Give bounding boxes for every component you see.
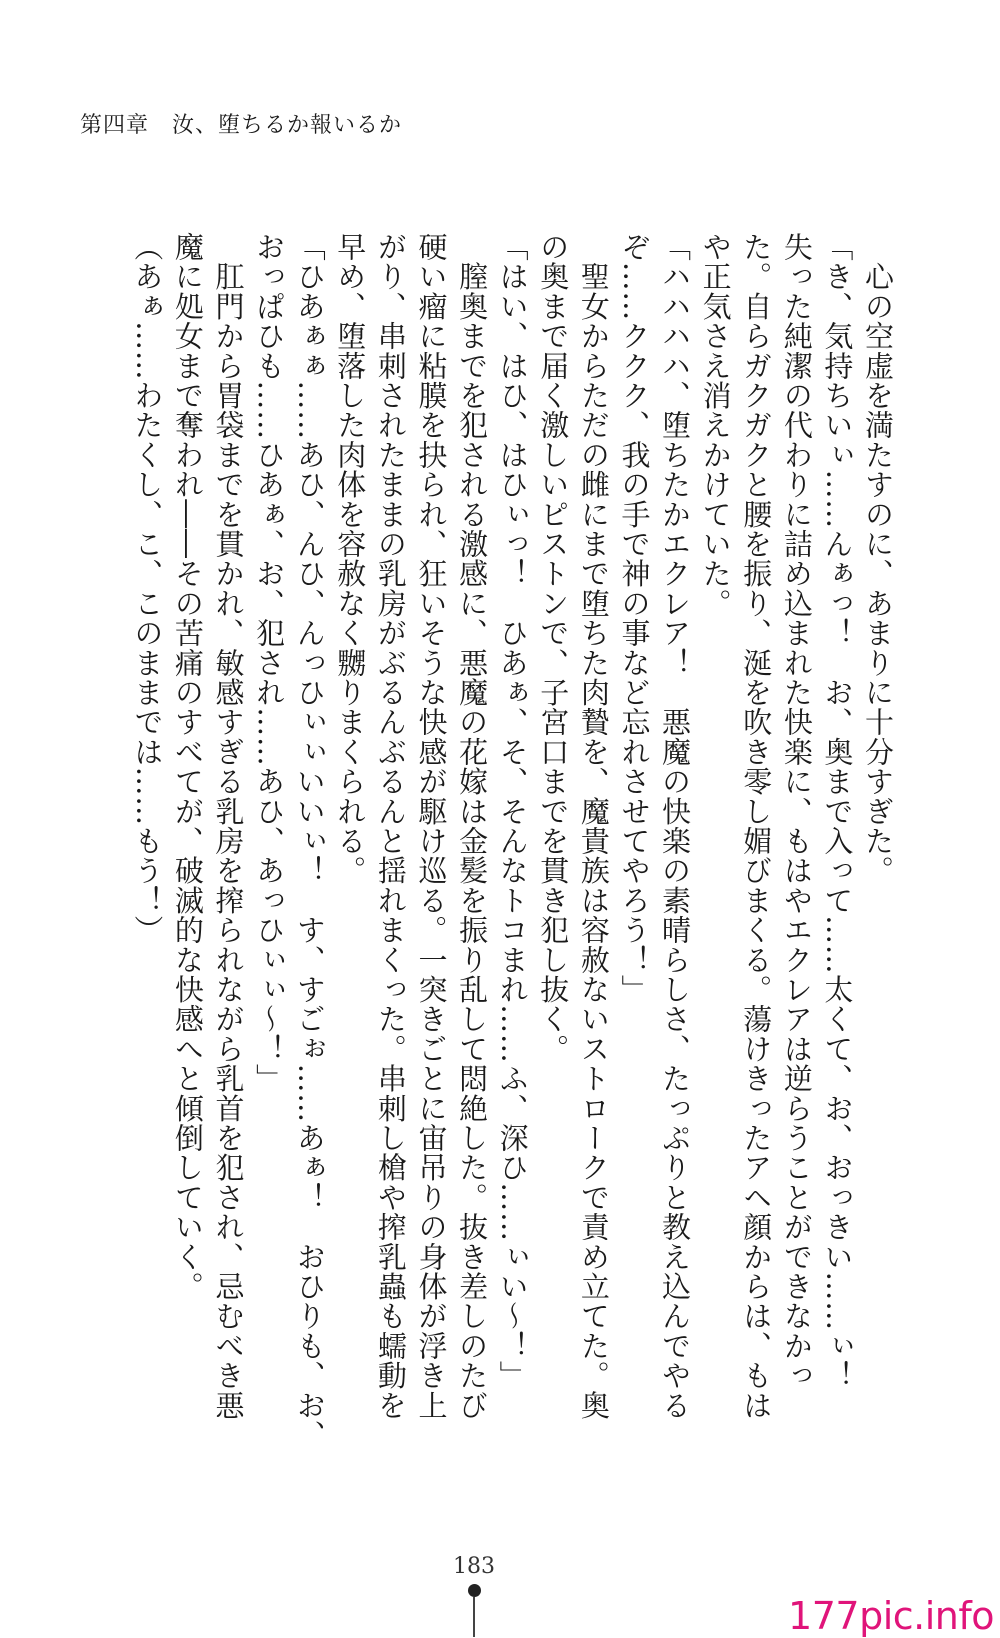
text-line: 「はい、はひ、はひぃっ！ ひあぁ、そ、そんなトコまれ……ふ、深ひ……ぃい～！」 [495, 232, 530, 1391]
text-line: 聖女からただの雌にまで堕ちた肉贄を、魔貴族は容赦ないストロークで責め立てた。奥 [576, 232, 611, 1420]
text-line: 「ハハハハ、堕ちたかエクレア！ 悪魔の快楽の素晴らしさ、たっぷりと教え込んでやる [658, 232, 693, 1420]
text-line: 心の空虚を満たすのに、あまりに十分すぎた。 [861, 232, 895, 886]
text-line: 膣奥までを犯される激感に、悪魔の花嫁は金髪を振り乱して悶絶した。抜き差しのたび [455, 232, 490, 1420]
text-line: 早め、堕落した肉体を容赦なく嬲りまくられる。 [333, 232, 368, 886]
text-line: 「ひあぁぁ……あひ、んひ、んっひぃぃいいぃ！ す、すごぉ……あぁ！ おひりも、お、 [292, 232, 327, 1450]
chapter-header: 第四章 汝、堕ちるか報いるか [80, 113, 403, 138]
text-line: た。自らガクガクと腰を振り、涎を吹き零し媚びまくる。蕩けきったアヘ顔からは、もは [739, 232, 774, 1421]
text-line: 硬い瘤に粘膜を抉られ、狂いそうな快感が駆け巡る。一突きごとに宙吊りの身体が浮き上 [414, 232, 449, 1420]
text-line: ぞ……ククク、我の手で神の事など忘れさせてやろう！」 [617, 232, 652, 1005]
text-line: がり、串刺されたままの乳房がぶるんぶるんと揺れまくった。串刺し槍や搾乳蟲も蠕動を [373, 232, 408, 1420]
text-line: 「き、気持ちいぃ……んぁっ！ お、奥まで入って……太くて、お、おっきい……ぃ！ [820, 232, 855, 1391]
watermark: 177pic.info [788, 1594, 994, 1638]
text-line: の奥まで届く激しいピストンで、子宮口までを貫き犯し抜く。 [536, 232, 571, 1064]
page-marker-line [473, 1597, 475, 1637]
text-line: 肛門から胃袋までを貫かれ、敏感すぎる乳房を搾られながら乳首を犯され、忌むべき悪 [211, 232, 246, 1420]
page-number: 183 [453, 1554, 495, 1579]
text-line: 魔に処女まで奪われ――その苦痛のすべてが、破滅的な快感へと傾倒していく。 [170, 232, 205, 1302]
text-line: や正気さえ消えかけていた。 [698, 232, 733, 619]
text-line: 失った純潔の代わりに詰め込まれた快楽に、もはやエクレアは逆らうことができなかっ [779, 232, 814, 1391]
text-line: おっぱひも……ひあぁ、お、犯され……あひ、あっひぃぃ～！」 [252, 232, 287, 1094]
text-line: （あぁ……わたくし、こ、このままでは……もう！） [130, 232, 165, 945]
page-marker-dot [468, 1584, 481, 1597]
body-text [62, 232, 898, 1450]
